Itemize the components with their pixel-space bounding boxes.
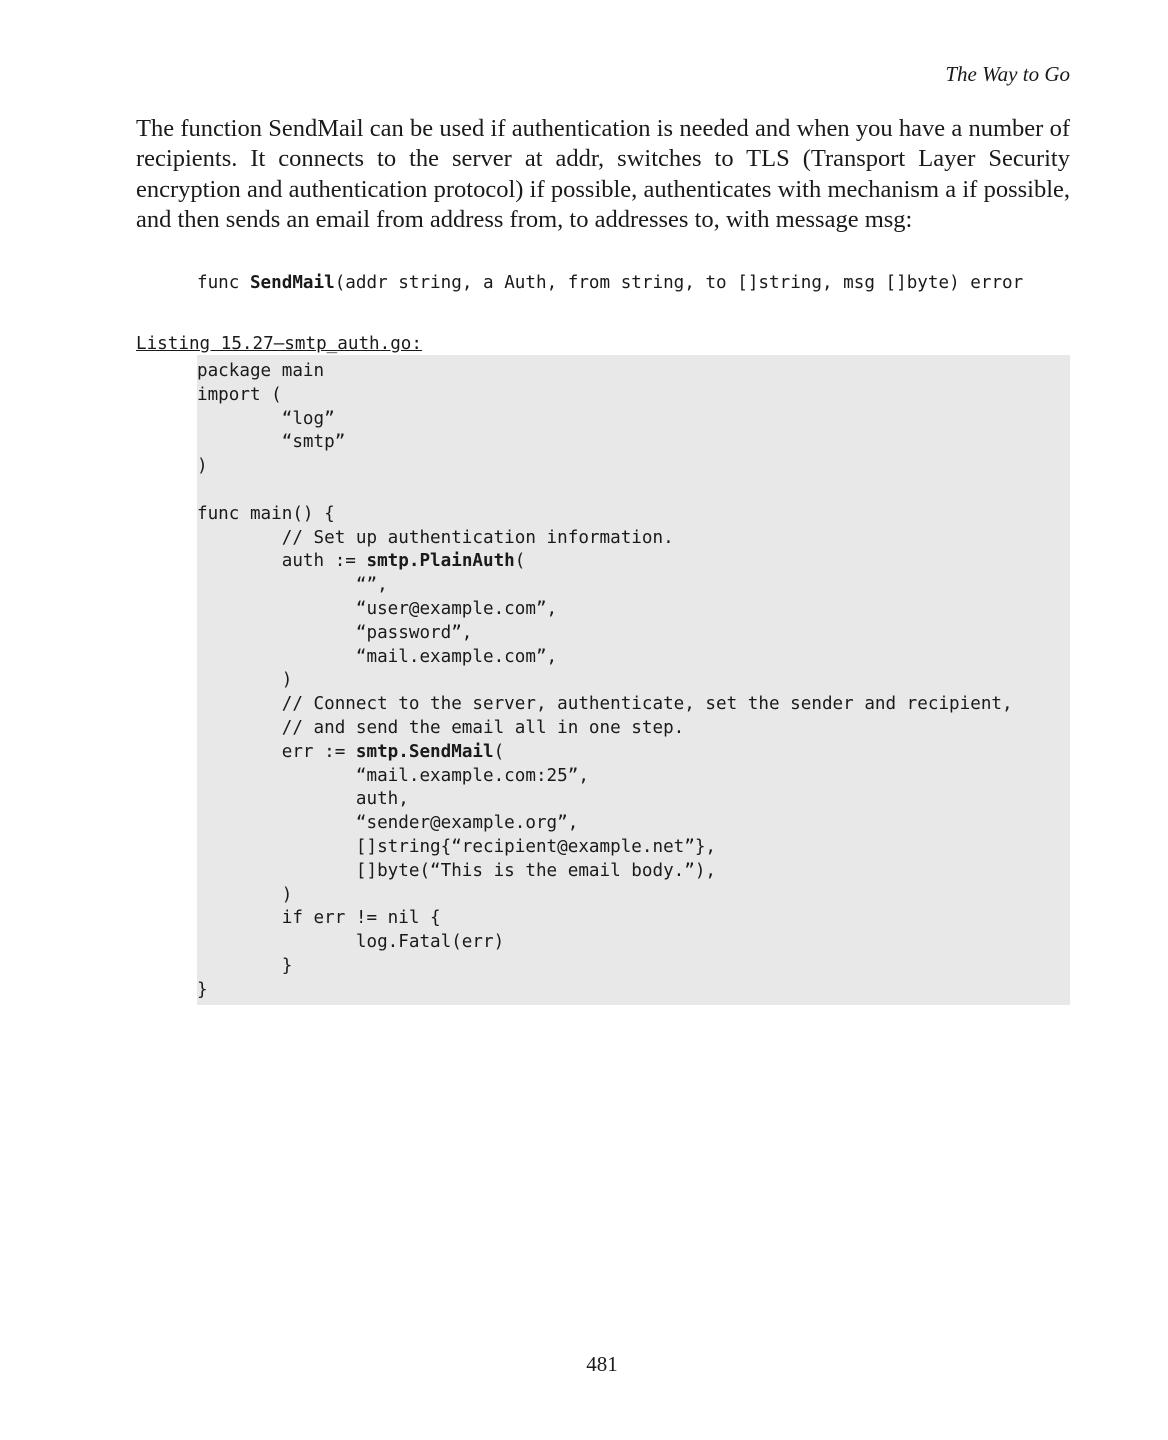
- code-line: auth,: [197, 789, 409, 810]
- code-line: [197, 741, 1013, 765]
- code-line: []byte(“This is the email body.”),: [197, 860, 717, 881]
- code-line: package main: [197, 361, 325, 381]
- code-fragment: (: [514, 551, 526, 572]
- code-line: “mail.example.com”,: [197, 646, 558, 667]
- signature-prefix: func: [197, 273, 250, 293]
- code-line: if err != nil {: [197, 908, 441, 929]
- code-line: “smtp”: [197, 432, 346, 453]
- code-line: // Set up authentication information.: [197, 527, 674, 548]
- code-line: func main() {: [197, 503, 335, 524]
- body-paragraph: The function SendMail can be used if authentication is needed and when you have a number of recipients. It connects to the server at addr, switches to TLS (Transport Layer Security encryption and authentication protocol) if possible, authenticates with mechanism a if possible, and then sends an email from address from, to addresses to, with message msg:: [136, 115, 1070, 233]
- code-line: ): [197, 456, 208, 477]
- function-signature: [197, 271, 1023, 295]
- page-number: 481: [586, 1352, 618, 1376]
- code-text: [197, 360, 1013, 1003]
- code-line: }: [197, 979, 208, 1000]
- code-line: “user@example.com”,: [197, 598, 558, 619]
- code-line: import (: [197, 384, 282, 405]
- code-line: “mail.example.com:25”,: [197, 765, 589, 786]
- code-fragment: auth :=: [197, 551, 367, 572]
- code-listing: [197, 355, 1070, 1005]
- code-line: ): [197, 884, 293, 905]
- code-line: “password”,: [197, 622, 473, 643]
- code-fragment: err :=: [197, 741, 356, 762]
- code-line: log.Fatal(err): [197, 932, 505, 953]
- code-function-call: smtp.PlainAuth: [366, 551, 515, 572]
- signature-params: (addr string, a Auth, from string, to []string, msg []byte) error: [334, 273, 1024, 293]
- code-fragment: (: [493, 741, 505, 762]
- code-line: “log”: [197, 408, 335, 429]
- code-line: “”,: [197, 575, 388, 596]
- code-line: “sender@example.org”,: [197, 813, 579, 834]
- code-function-call: smtp.SendMail: [355, 741, 494, 762]
- running-head: The Way to Go: [945, 62, 1070, 86]
- listing-caption: Listing 15.27—smtp_auth.go:: [136, 334, 422, 354]
- signature-function-name: SendMail: [249, 273, 335, 293]
- code-line: [197, 550, 1013, 574]
- code-line: }: [197, 955, 293, 976]
- code-line: []string{“recipient@example.net”},: [197, 836, 717, 857]
- code-line: // Connect to the server, authenticate, set the sender and recipient,: [197, 694, 1013, 715]
- code-line: // and send the email all in one step.: [197, 717, 685, 738]
- code-line: ): [197, 670, 293, 691]
- code-line: [197, 479, 1013, 503]
